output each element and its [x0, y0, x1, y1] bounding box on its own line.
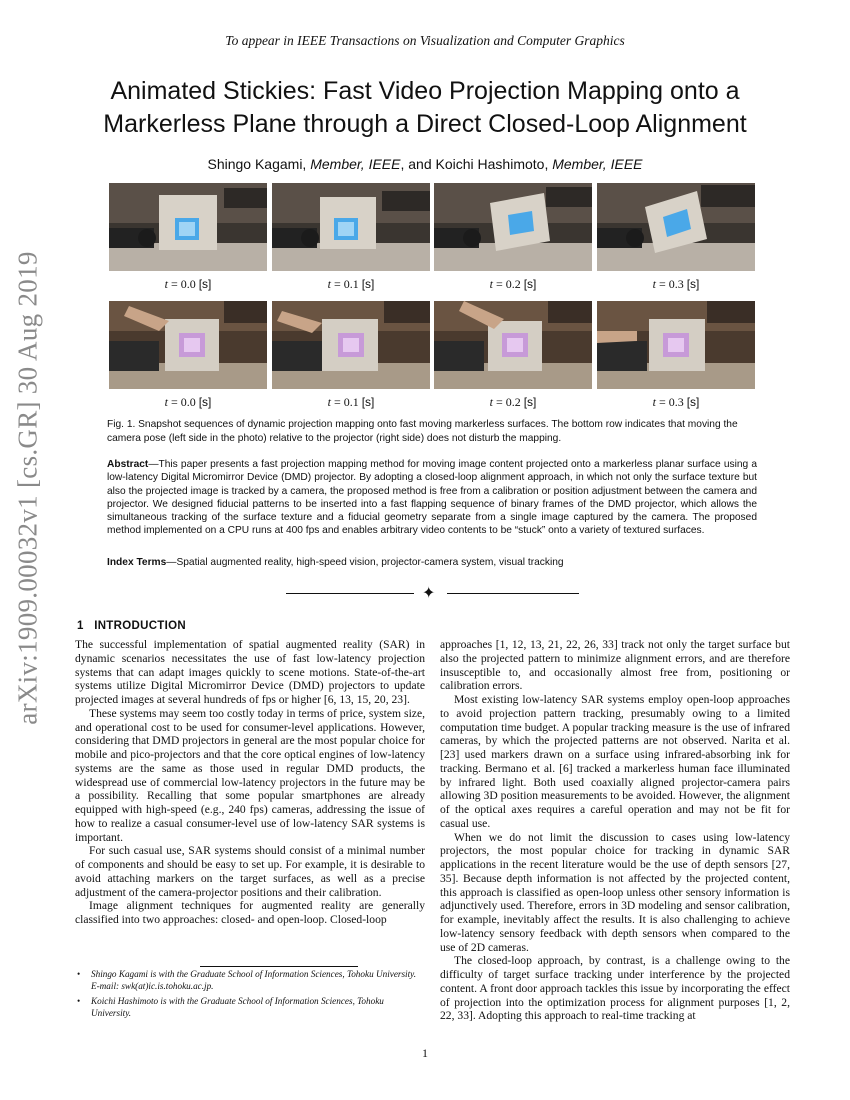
figure-photo — [434, 183, 592, 271]
author-2-role: Member, IEEE — [552, 156, 643, 172]
footnotes — [75, 968, 425, 1021]
time-label: t = 0.1 [s] — [327, 395, 375, 409]
paper-title — [60, 75, 790, 141]
paragraph: The successful implementation of spatial augmented reality (SAR) in dynamic scenarios necessitates the use of fast low-latency projection systems that can adapt images quickly to scene motions. State-of-the-art systems utilize Digital Micromirror Device (DMD) projectors to update projected images at several hundreds of fps or higher [6, 13, 15, 20, 23]. — [75, 638, 425, 706]
paragraph: Image alignment techniques for augmented reality are generally classified into two approaches: closed- and open-loop. Closed-loop — [75, 899, 425, 926]
figure-photo — [272, 183, 430, 271]
footnote: • Shingo Kagami is with the Graduate School of Information Sciences, Tohoku University. E-mail: swk(at)ic.is.tohoku.ac.jp. — [77, 969, 417, 992]
time-label: t = 0.2 [s] — [489, 395, 537, 409]
title-line-1: Animated Stickies: Fast Video Projection Mapping onto a — [110, 77, 740, 105]
abstract-text: —This paper presents a fast projection mapping method for moving image content projected onto a markerless planar surface using a low-latency Digital Micromirror Device (DMD) projector. By adopting a closed-loop alignment approach, in which not only the surface texture but also the projected image is tracked by a camera, the proposed method is free from a calibration or position adjustment between the camera and projector. We designed fiducial patterns to be inserted into a fast flapping sequence of binary frames of the DMD projector, which allows the simultaneous tracking of the surface texture and a fiducial geometry separate from a single image captured by the camera. The proposed method implemented on a CPU runs at 400 fps and enables arbitrary video contents to be “stuck” onto a variety of textured surfaces. — [107, 459, 757, 537]
paragraph: approaches [1, 12, 13, 21, 22, 26, 33] track not only the target surface but also the projected pattern to minimize alignment errors, and are therefore insusceptible to, and occasionally almost free from, positioning or calibration errors. — [440, 638, 790, 693]
index-terms-label: Index Terms — [107, 557, 167, 568]
paragraph: These systems may seem too costly today in terms of price, system size, and operational cost to be used for consumer-level applications. However, considering that DMD projectors in general are the most popular choice for mobile and pico-projectors and that the core optical engines of low-latency systems are the same as those used in regular DMD products, the widespread use of commercial low-latency projectors in the future may be a possibility. Recalling that some popular smartphones are already equipped with high-speed (e.g., 240 fps) cameras, addressing the issue of how to realize a casual consumer-level use of low-latency SAR systems is important. — [75, 706, 425, 844]
time-label: t = 0.0 [s] — [164, 277, 212, 291]
body-column-left — [75, 638, 425, 927]
time-label: t = 0.3 [s] — [652, 277, 700, 291]
section-number: 1 — [77, 620, 84, 632]
section-title: INTRODUCTION — [94, 620, 186, 632]
figure-photo — [434, 301, 592, 389]
paragraph: When we do not limit the discussion to cases using low-latency projectors, the most popular choice for tracking in dynamic SAR applications in the recent literature would be the use of depth sensors [27, 35]. Because depth information is not affected by the projected content, this approach is classified as open-loop unless other sensory information is adjunctively used. Therefore, errors in 3D modeling and sensor calibration, for example, inevitably affect the results. It is also challenging to achieve low-latency sensory feedback with depth sensors when compared to the use of 2D cameras. — [440, 830, 790, 954]
paragraph: The closed-loop approach, by contrast, is a challenge owing to the difficulty of target surface tracking under interference by the projected content. A front door approach tackles this issue by incorporating the effect of projection into the optimization process for alignment purposes [1, 2, 22, 33]. Adopting this approach to real-time tracking at — [440, 954, 790, 1023]
time-label: t = 0.0 [s] — [164, 395, 212, 409]
author-1-role: Member, IEEE — [310, 156, 401, 172]
body-column-right — [440, 638, 790, 1023]
figure-photo — [109, 183, 267, 271]
separator-rule-left — [286, 593, 414, 594]
arxiv-id: arXiv:1909.00032v1 [cs.GR] 30 Aug 2019 — [12, 251, 43, 725]
abstract — [107, 458, 757, 538]
page-number: 1 — [422, 1046, 428, 1060]
arxiv-stamp — [8, 251, 48, 725]
section-heading — [77, 620, 186, 632]
title-line-2: Markerless Plane through a Direct Closed-Loop Alignment — [103, 110, 747, 138]
index-terms-text: —Spatial augmented reality, high-speed vision, projector-camera system, visual tracking — [166, 557, 564, 568]
author-line — [0, 156, 850, 172]
author-join: , and Koichi Hashimoto, — [400, 156, 549, 172]
abstract-label: Abstract — [107, 459, 149, 470]
time-label: t = 0.1 [s] — [327, 277, 375, 291]
time-label: t = 0.3 [s] — [652, 395, 700, 409]
author-1: Shingo Kagami, — [207, 156, 307, 172]
separator-rule-right — [447, 593, 579, 594]
index-terms — [107, 557, 757, 568]
figure-photo — [109, 301, 267, 389]
footnote-rule — [200, 966, 358, 967]
time-label: t = 0.2 [s] — [489, 277, 537, 291]
figure-photo — [272, 301, 430, 389]
paragraph: For such casual use, SAR systems should consist of a minimal number of components and should be easy to set up. For example, it is desirable to avoid attaching markers on the target surfaces, as well as a precise adjustment of the camera-projector positions and their calibration. — [75, 844, 425, 899]
separator-diamond-icon: ✦ — [422, 583, 436, 602]
paragraph: Most existing low-latency SAR systems employ open-loop approaches to avoid projection pattern tracking, presumably owing to a limited computation time budget. A popular tracking measure is the use of infrared cameras, by which the projected patterns are not observed. Narita et al. [23] used markers drawn on a surface using infrared-absorbing ink for tracking. Bermano et al. [6] tracked a markerless human face illuminated by infrared light. Both used coaxially aligned projector-camera pairs allowing 3D position measurements to be avoided. However, the alignment of the optical axes requires a careful operation and may not be fit for casual use. — [440, 693, 790, 830]
venue-header: To appear in IEEE Transactions on Visualization and Computer Graphics — [225, 33, 625, 48]
figure-caption: Fig. 1. Snapshot sequences of dynamic projection mapping onto fast moving markerless surfaces. The bottom row indicates that moving the camera pose (left side in the photo) relative to the projector (right side) does not disturb the mapping. — [107, 419, 738, 444]
figure-photo — [597, 301, 755, 389]
footnote: • Koichi Hashimoto is with the Graduate School of Information Sciences, Tohoku University. — [77, 995, 384, 1018]
figure-photo — [597, 183, 755, 271]
